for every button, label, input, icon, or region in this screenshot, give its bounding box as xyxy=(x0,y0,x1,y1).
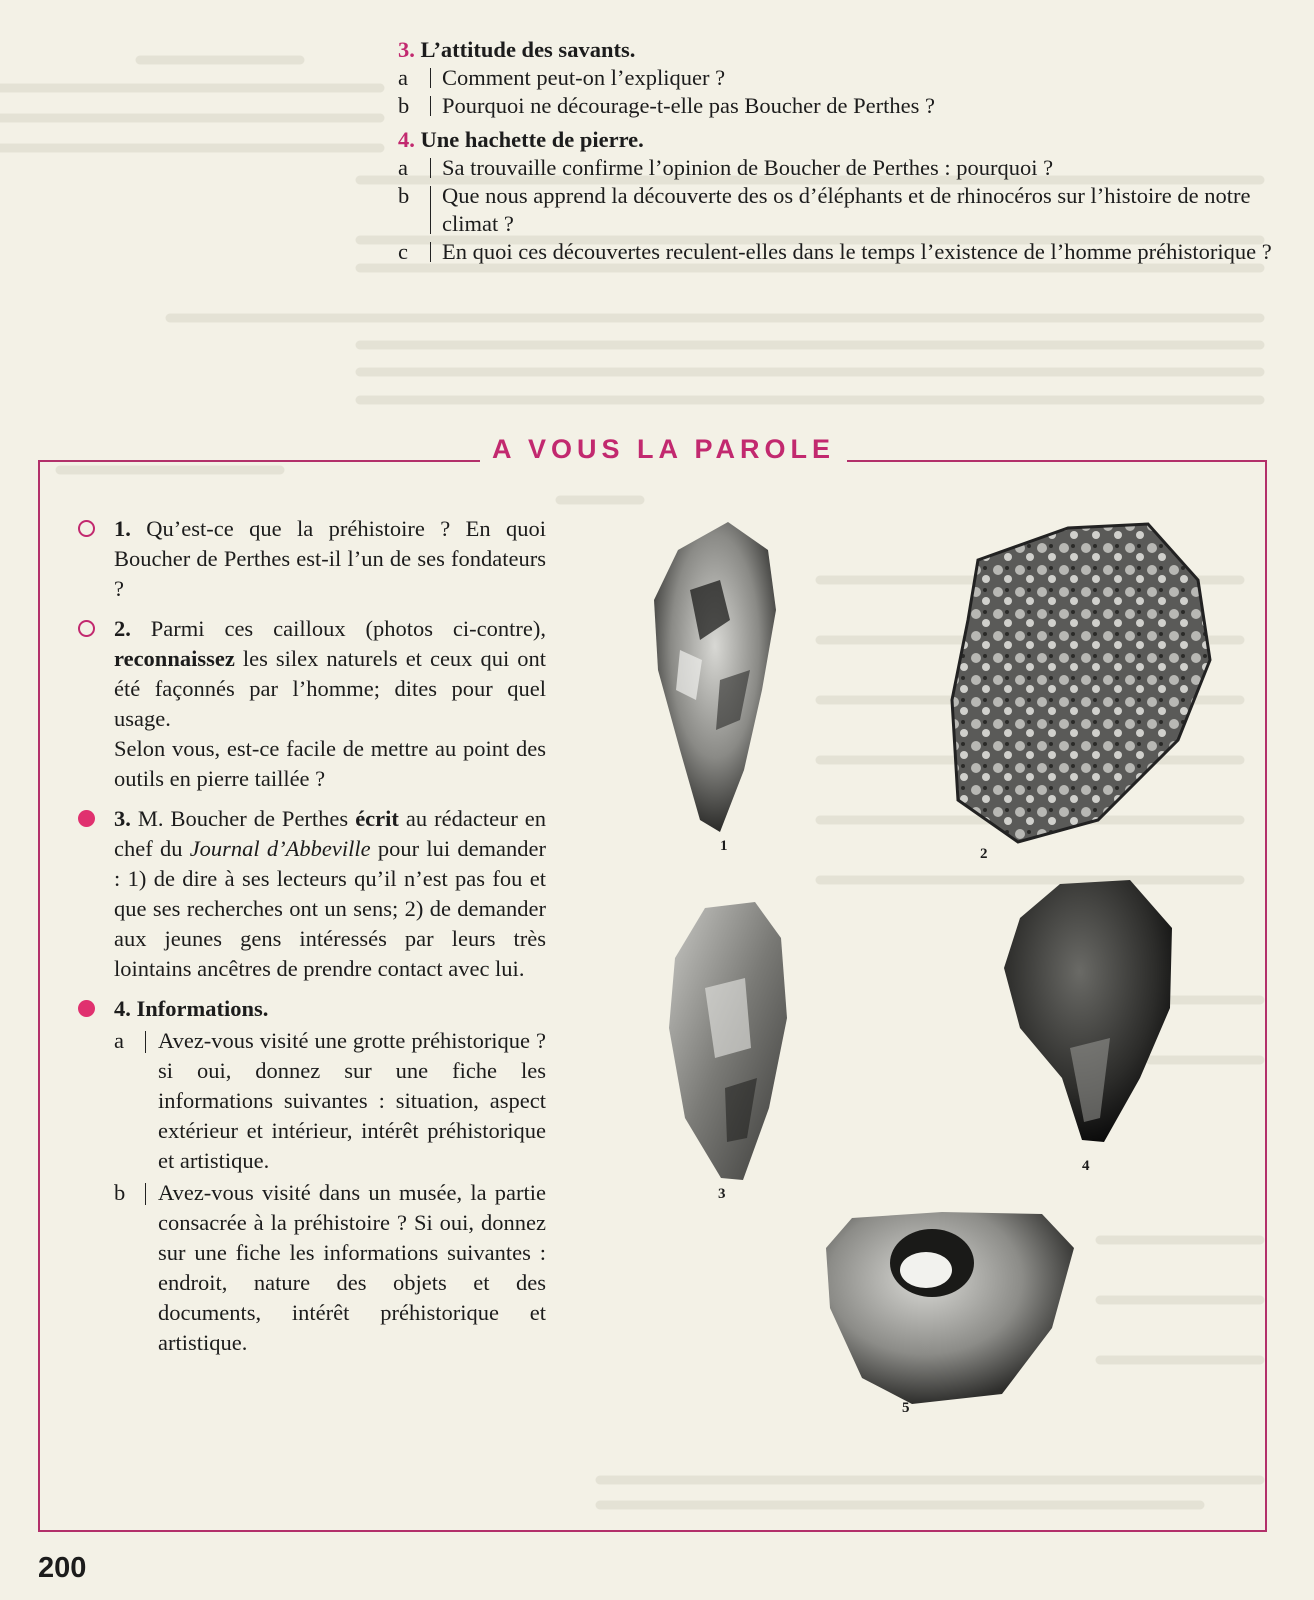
exercise-text: Qu’est-ce que la préhistoire ? En quoi Boucher de Perthes est-il l’un de ses fondateurs ? xyxy=(114,516,546,601)
natural-stone-photo-2 xyxy=(948,520,1218,850)
exercise-text: Parmi ces cailloux (photos ci-contre), xyxy=(150,616,546,641)
item-text: En quoi ces découvertes reculent-elles dans le temps l’existence de l’homme préhistorique ? xyxy=(442,239,1272,264)
item-text: Comment peut-on l’expliquer ? xyxy=(442,65,726,90)
exercise-text: pour lui demander : 1) de dire à ses lecteurs qu’il n’est pas fou et que ses recherches ont un sens; 2) de demander aux jeunes gens intéressés par leurs très lointains ancêtres de prendre contact avec lui. xyxy=(114,836,547,981)
item-letter: b xyxy=(398,183,410,208)
exercise-text: Selon vous, est-ce facile de mettre au point des outils en pierre taillée ? xyxy=(114,736,546,791)
exercise-number: 2. xyxy=(114,616,131,641)
question-3-title: L’attitude des savants. xyxy=(420,37,636,62)
photo-caption-4: 4 xyxy=(1082,1158,1090,1174)
flint-photos xyxy=(600,500,1260,1460)
item-letter: b xyxy=(398,93,410,118)
filled-circle-icon xyxy=(78,810,95,827)
item-text: Pourquoi ne décourage-t-elle pas Boucher de Perthes ? xyxy=(442,93,935,118)
question-3b xyxy=(398,92,1298,120)
photo-caption-3: 3 xyxy=(718,1186,726,1202)
item-text: Avez-vous visité dans un musée, la partie consacrée à la préhistoire ? Si oui, donnez sur une fiche les informations suivantes : endroit, nature des objets et des documents, intérêt préhistorique et artistique. xyxy=(158,1180,546,1355)
question-4a xyxy=(398,154,1298,182)
exercise-keyword: reconnaissez xyxy=(114,646,235,671)
exercise-number: 3. xyxy=(114,806,131,831)
exercise-number: 4. xyxy=(114,996,131,1021)
open-circle-icon xyxy=(78,520,95,537)
item-letter: b xyxy=(114,1180,126,1205)
exercise-title: Informations. xyxy=(136,996,269,1021)
exercise-1 xyxy=(70,514,546,604)
photo-caption-2: 2 xyxy=(980,846,988,862)
item-letter: c xyxy=(398,239,408,264)
question-3-heading xyxy=(398,36,1298,64)
item-letter: a xyxy=(398,65,408,90)
question-4c xyxy=(398,238,1298,266)
exercise-keyword: écrit xyxy=(355,806,399,831)
question-4-heading xyxy=(398,126,1298,154)
exercise-number: 1. xyxy=(114,516,131,541)
question-4b xyxy=(398,182,1298,238)
exercise-text: M. Boucher de Perthes xyxy=(137,806,349,831)
flint-nodule-photo-4 xyxy=(1000,878,1180,1148)
item-text: Que nous apprend la découverte des os d’éléphants et de rhinocéros sur l’histoire de notre climat ? xyxy=(442,183,1251,236)
exercise-4a xyxy=(114,1026,546,1176)
flint-blade-photo-3 xyxy=(665,898,795,1188)
item-text: Avez-vous visité une grotte préhistorique ? si oui, donnez sur une fiche les informations suivantes : situation, aspect extérieur et intérieur, intérêt préhistorique et artistique. xyxy=(158,1028,546,1173)
question-3-number: 3. xyxy=(398,37,415,62)
review-questions xyxy=(398,36,1298,266)
newspaper-name: Journal d’Abbeville xyxy=(189,836,371,861)
photo-caption-1: 1 xyxy=(720,838,728,854)
exercise-text: les silex naturels et ceux qui ont été façonnés par l’homme; dites pour quel usage. xyxy=(114,646,547,731)
exercise-4b xyxy=(114,1178,546,1358)
filled-circle-icon xyxy=(78,1000,95,1017)
section-title: A VOUS LA PAROLE xyxy=(480,429,847,469)
item-text: Sa trouvaille confirme l’opinion de Boucher de Perthes : pourquoi ? xyxy=(442,155,1054,180)
question-4-number: 4. xyxy=(398,127,415,152)
question-3a xyxy=(398,64,1298,92)
exercise-4 xyxy=(70,994,546,1358)
open-circle-icon xyxy=(78,620,95,637)
flint-handaxe-photo-1 xyxy=(650,520,780,840)
item-letter: a xyxy=(398,155,408,180)
exercise-text: au rédacteur en chef du xyxy=(114,806,547,861)
page-number: 200 xyxy=(38,1552,87,1584)
exercise-list xyxy=(70,514,546,1368)
photo-caption-5: 5 xyxy=(902,1400,910,1416)
exercise-3 xyxy=(70,804,546,984)
exercise-2 xyxy=(70,614,546,794)
question-4-title: Une hachette de pierre. xyxy=(420,127,644,152)
hollow-stone-photo-5 xyxy=(822,1208,1082,1408)
item-letter: a xyxy=(114,1028,124,1053)
